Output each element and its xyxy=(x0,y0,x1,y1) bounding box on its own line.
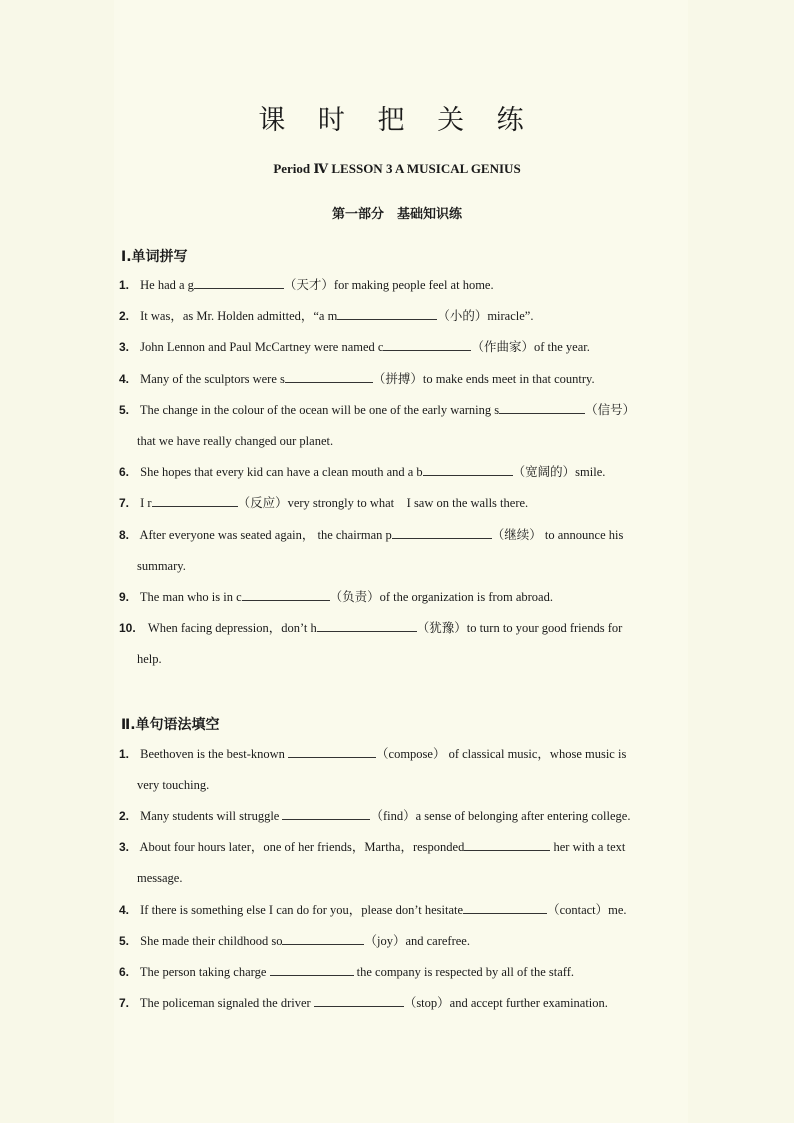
answer-blank[interactable] xyxy=(423,461,513,476)
list-item: 3. About four hours later，one of her friends，Martha，responded her with a text message. xyxy=(119,832,679,894)
list-item: 7. The policeman signaled the driver （stop）and accept further examination. xyxy=(119,988,679,1019)
answer-blank[interactable] xyxy=(152,492,238,507)
answer-blank[interactable] xyxy=(499,399,585,414)
answer-blank[interactable] xyxy=(288,743,376,758)
section1-heading: Ⅰ.单词拼写 xyxy=(121,249,188,265)
page-subtitle: Period Ⅳ LESSON 3 A MUSICAL GENIUS xyxy=(273,161,521,176)
list-item: 10. When facing depression，don’t h （犹豫）to turn to your good friends for help. xyxy=(119,613,679,675)
list-item: 2. It was，as Mr. Holden admitted，“a m （小的）miracle”. xyxy=(119,301,679,332)
answer-blank[interactable] xyxy=(383,336,471,351)
answer-blank[interactable] xyxy=(270,961,354,976)
answer-blank[interactable] xyxy=(285,368,373,383)
list-item: 9. The man who is in c （负责）of the organization is from abroad. xyxy=(119,582,679,613)
list-item: 2. Many students will struggle （find）a sense of belonging after entering college. xyxy=(119,801,679,832)
answer-blank[interactable] xyxy=(282,930,364,945)
answer-blank[interactable] xyxy=(337,305,437,320)
answer-blank[interactable] xyxy=(314,992,404,1007)
list-item: 1. Beethoven is the best-known （compose） of classical music，whose music is very touching. xyxy=(119,739,679,801)
answer-blank[interactable] xyxy=(463,899,547,914)
list-item: 6. She hopes that every kid can have a clean mouth and a b （宽阔的）smile. xyxy=(119,457,679,488)
answer-blank[interactable] xyxy=(392,524,492,539)
list-item: 4. Many of the sculptors were s （拼搏）to make ends meet in that country. xyxy=(119,364,679,395)
list-item: 5. The change in the colour of the ocean will be one of the early warning s （信号） that we have really changed our planet. xyxy=(119,395,679,457)
list-item: 5. She made their childhood so （joy）and carefree. xyxy=(119,926,679,957)
answer-blank[interactable] xyxy=(194,274,284,289)
answer-blank[interactable] xyxy=(317,617,417,632)
answer-blank[interactable] xyxy=(464,836,550,851)
answer-blank[interactable] xyxy=(282,805,370,820)
list-item: 7. I r （反应）very strongly to what I saw on the walls there. xyxy=(119,488,679,519)
list-item: 6. The person taking charge the company is respected by all of the staff. xyxy=(119,957,679,988)
part-title: 第一部分 基础知识练 xyxy=(331,207,462,222)
list-item: 3. John Lennon and Paul McCartney were named c （作曲家）of the year. xyxy=(119,332,679,363)
list-item: 4. If there is something else I can do for you，please don’t hesitate （contact）me. xyxy=(119,895,679,926)
answer-blank[interactable] xyxy=(242,586,330,601)
list-item: 1. He had a g （天才）for making people feel at home. xyxy=(119,270,679,301)
section2-heading: Ⅱ.单句语法填空 xyxy=(121,717,220,733)
list-item: 8. After everyone was seated again， the chairman p （继续） to announce his summary. xyxy=(119,520,679,582)
page-title: 课 时 把 关 练 xyxy=(258,105,536,136)
